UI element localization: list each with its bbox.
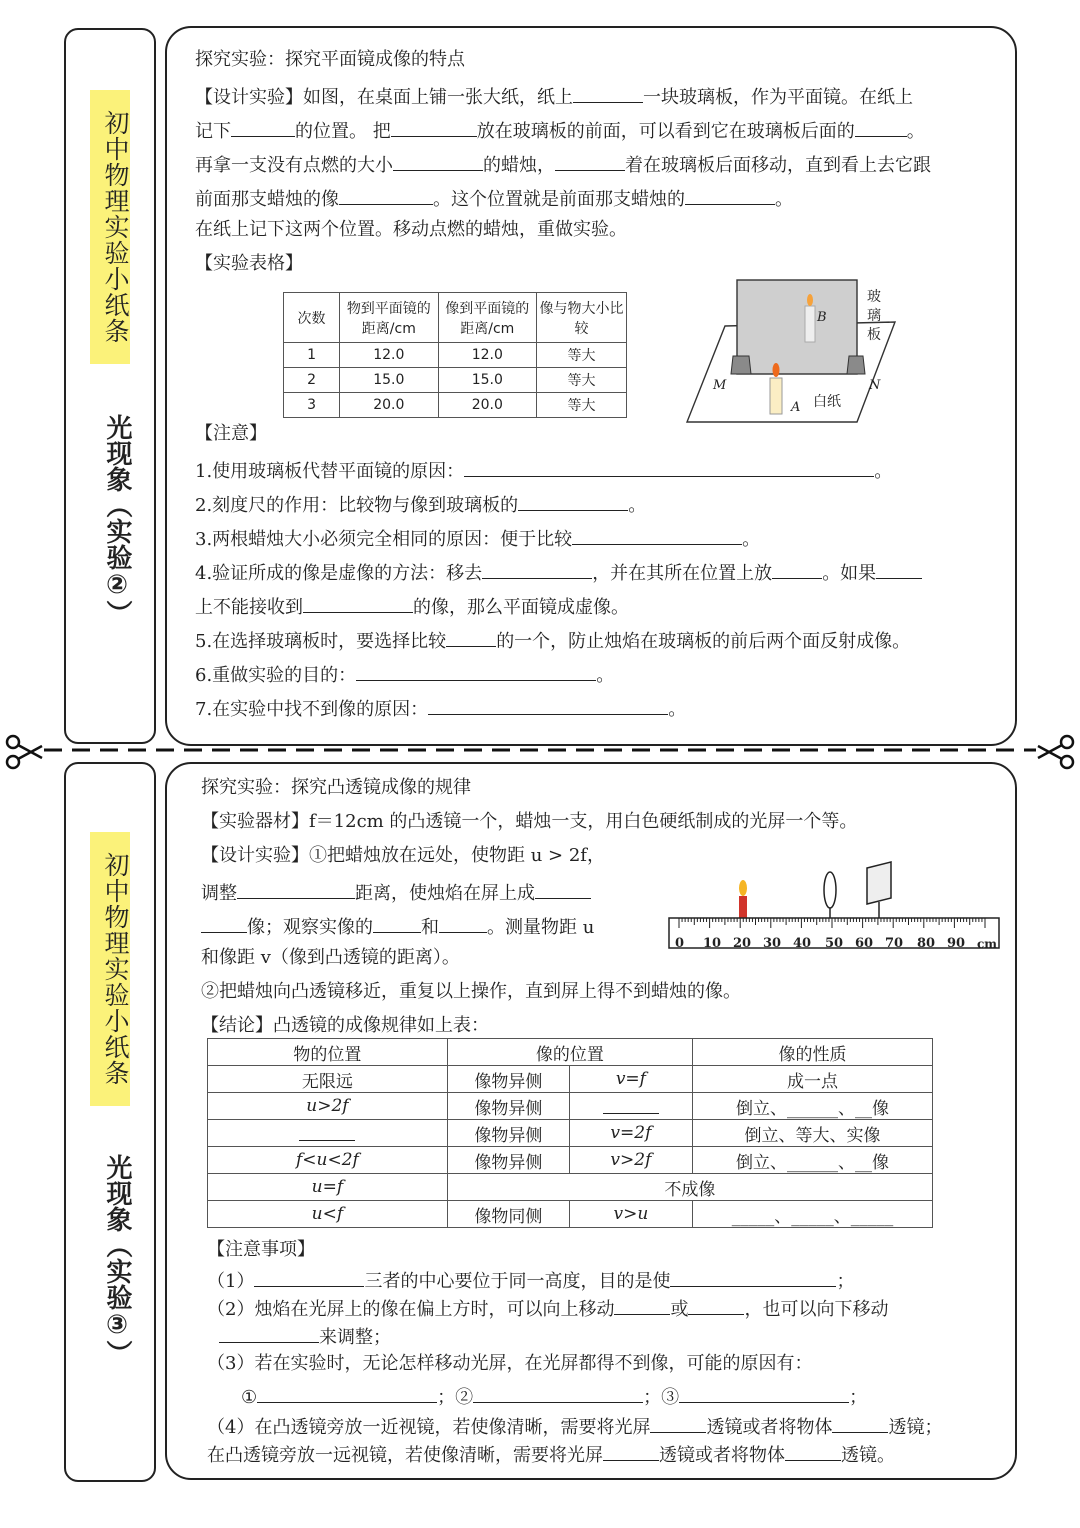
scissors-right-icon (1036, 734, 1076, 770)
table-row: f<u<2f 像物异侧 v>2f 倒立、______、__像 (208, 1147, 933, 1174)
top-notes-label: 【注意】 (195, 423, 267, 444)
bottom-design-line-4: 和像距 v（像到凸透镜的距离）。 (201, 947, 460, 968)
ruler-tick-label: 80 (917, 936, 936, 951)
cut-line (0, 743, 1080, 757)
figure-label-A: A (791, 400, 801, 415)
bottom-design-line-1: 【设计实验】①把蜡烛放在远处，使物距 u > 2f， (201, 845, 605, 866)
note-6: 6.重做实验的目的： 。 (195, 660, 614, 688)
top-design-line-2: 记下 的位置。 把 放在玻璃板的前面，可以看到它在玻璃板后面的 。 (195, 116, 925, 144)
table-header: 物的位置 (208, 1039, 448, 1066)
bottom-conclusion: 【结论】凸透镜的成像规律如上表： (201, 1015, 489, 1036)
ruler-tick-label: 90 (947, 936, 966, 951)
ruler-tick-label: 60 (855, 936, 874, 951)
note-4-cont: 上不能接收到 的像，那么平面镜成虚像。 (195, 592, 629, 620)
note-2: 2.刻度尺的作用：比较物与像到玻璃板的 。 (195, 490, 646, 518)
bottom-notes-label: 【注意事项】 (207, 1239, 315, 1260)
figure-label-M: M (713, 378, 727, 393)
bottom-note-2: （2）烛焰在光屏上的像在偏上方时，可以向上移动 或 ，也可以向下移动 (207, 1294, 888, 1322)
ruler-tick-label: 50 (825, 936, 844, 951)
bottom-design-line-2: 调整 距离，使烛焰在屏上成 (201, 878, 591, 906)
ruler-labels (667, 932, 1003, 952)
ruler-tick-label: 40 (793, 936, 812, 951)
table-row: 1 12.0 12.0 等大 (284, 343, 627, 368)
top-design-tail: 在纸上记下这两个位置。移动点燃的蜡烛，重做实验。 (195, 219, 627, 240)
bottom-side-tag: 初中物理实验小纸条 (90, 832, 130, 1106)
top-table-label: 【实验表格】 (195, 253, 303, 274)
table-row: u=f 不成像 (208, 1174, 933, 1201)
table-row: 无限远 像物异侧 v=f 成一点 (208, 1066, 933, 1093)
figure-glass-label: 玻璃板 (867, 289, 881, 343)
top-title: 探究实验：探究平面镜成像的特点 (195, 49, 465, 70)
table-header: 像的位置 (447, 1039, 692, 1066)
scissors-left-icon (4, 734, 44, 770)
top-panel (165, 26, 1017, 746)
bottom-note-4: （4）在凸透镜旁放一近视镜，若使像清晰，需要将光屏 透镜或者将物体 透镜； (207, 1412, 942, 1440)
note-5: 5.在选择玻璃板时，要选择比较 的一个，防止烛焰在玻璃板的前后两个面反射成像。 (195, 626, 910, 654)
top-design-line-3: 再拿一支没有点燃的大小 的蜡烛， 着在玻璃板后面移动，直到看上去它跟 (195, 150, 931, 178)
note-3: 3.两根蜡烛大小必须完全相同的原因：便于比较 。 (195, 524, 760, 552)
table-row: 3 20.0 20.0 等大 (284, 393, 627, 418)
bottom-panel (165, 762, 1017, 1480)
note-4: 4.验证所成的像是虚像的方法：移去 ，并在其所在位置上放 。如果 (195, 558, 922, 586)
bottom-title: 探究实验：探究凸透镜成像的规律 (201, 777, 471, 798)
bottom-side-topic: 光现象（实验③） (102, 1154, 132, 1366)
figure-label-N: N (869, 378, 881, 393)
bottom-note-1: （1） 三者的中心要位于同一高度，目的是使 ； (207, 1266, 854, 1294)
bottom-note-3-items: ① ；② ；③ ； (241, 1382, 867, 1410)
table-header: 次数 (284, 293, 340, 343)
bottom-design-line-3: 像；观察实像的 和 。测量物距 u (201, 912, 594, 940)
bottom-note-2-cont: 来调整； (219, 1322, 391, 1350)
bottom-equipment: 【实验器材】f＝12cm 的凸透镜一个，蜡烛一支，用白色硬纸制成的光屏一个等。 (201, 811, 858, 832)
note-7: 7.在实验中找不到像的原因： 。 (195, 694, 686, 722)
note-1: 1.使用玻璃板代替平面镜的原因： 。 (195, 456, 892, 484)
ruler-tick-label: 10 (703, 936, 722, 951)
ruler-tick-label: 70 (885, 936, 904, 951)
bottom-sidebar (64, 762, 156, 1482)
figure-label-B: B (817, 310, 827, 325)
ruler-tick-label: 0 (675, 936, 685, 951)
table-row: 像物异侧 v=2f 倒立、等大、实像 (208, 1120, 933, 1147)
bottom-design-step2: ②把蜡烛向凸透镜移近，重复以上操作，直到屏上得不到蜡烛的像。 (201, 981, 741, 1002)
table-row: 2 15.0 15.0 等大 (284, 368, 627, 393)
table-header: 像与物大小比较 (537, 293, 627, 343)
ruler-tick-label: 20 (733, 936, 752, 951)
top-design-line-4: 前面那支蜡烛的像 。这个位置就是前面那支蜡烛的 。 (195, 184, 793, 212)
top-side-topic: 光现象（实验②） (102, 414, 132, 626)
table-row: u>2f 像物异侧 倒立、______、__像 (208, 1093, 933, 1120)
bottom-note-3: （3）若在实验时，无论怎样移动光屏，在光屏都得不到像，可能的原因有： (207, 1353, 813, 1374)
table-header: 物到平面镜的距离/cm (340, 293, 438, 343)
table-header: 像的性质 (692, 1039, 932, 1066)
top-side-tag: 初中物理实验小纸条 (90, 90, 130, 364)
design-label: 【设计实验】 (195, 87, 303, 108)
bottom-lens-table (207, 1038, 933, 1228)
bottom-note-4-cont: 在凸透镜旁放一远视镜，若使像清晰，需要将光屏 透镜或者将物体 透镜。 (207, 1440, 895, 1468)
top-design-line-1: 【设计实验】如图，在桌面上铺一张大纸，纸上 一块玻璃板，作为平面镜。在纸上 (195, 82, 913, 110)
top-experiment-table (283, 292, 627, 418)
top-sidebar (64, 28, 156, 744)
table-row: u<f 像物同侧 v>u _____、_____、_____ (208, 1201, 933, 1228)
ruler-tick-label: cm (977, 937, 998, 951)
table-header: 像到平面镜的距离/cm (438, 293, 536, 343)
figure-label-paper: 白纸 (813, 394, 841, 410)
ruler-tick-label: 30 (763, 936, 782, 951)
